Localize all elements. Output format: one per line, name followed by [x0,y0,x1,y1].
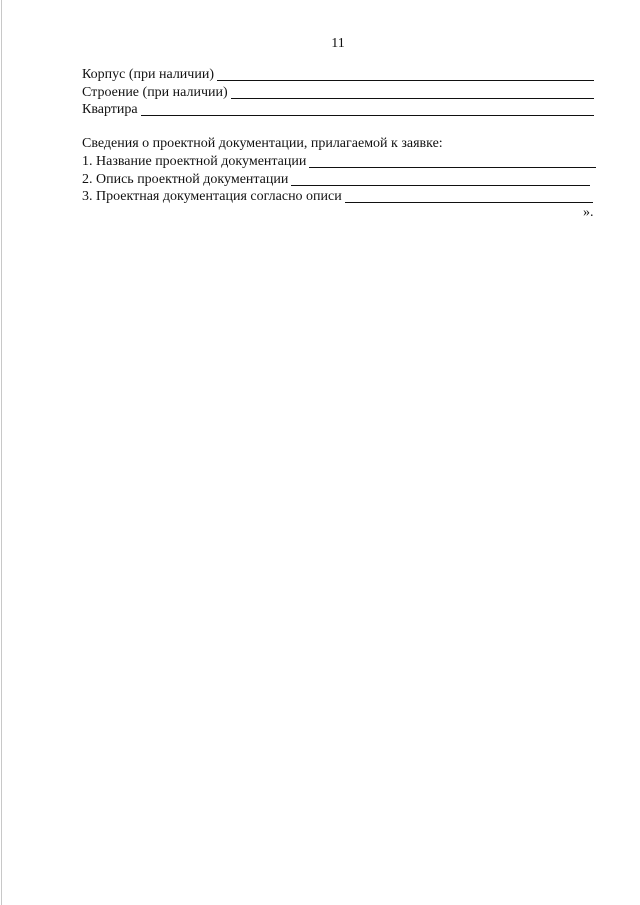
field-documentation-per-inventory [82,188,593,205]
fill-in-blank [309,155,596,168]
fill-in-blank [345,190,593,203]
field-label: 2. Опись проектной документации [82,172,289,187]
field-structure [82,84,594,101]
field-label: Корпус (при наличии) [82,67,214,82]
fill-in-blank [141,103,594,116]
fill-in-blank [231,86,594,99]
field-label: Квартира [82,102,138,117]
field-documentation-name [82,153,596,170]
closing-quote: ». [583,205,594,220]
documentation-heading: Сведения о проектной документации, прилагаемой к заявке: [82,136,443,151]
scan-edge-divider [1,0,2,905]
field-label: Строение (при наличии) [82,85,228,100]
fill-in-blank [217,68,594,81]
page-number: 11 [331,36,345,51]
field-label: 1. Название проектной документации [82,154,307,169]
field-building-block [82,66,594,83]
field-label: 3. Проектная документация согласно описи [82,189,342,204]
fill-in-blank [291,173,590,186]
field-documentation-inventory [82,171,590,188]
field-apartment [82,101,594,118]
